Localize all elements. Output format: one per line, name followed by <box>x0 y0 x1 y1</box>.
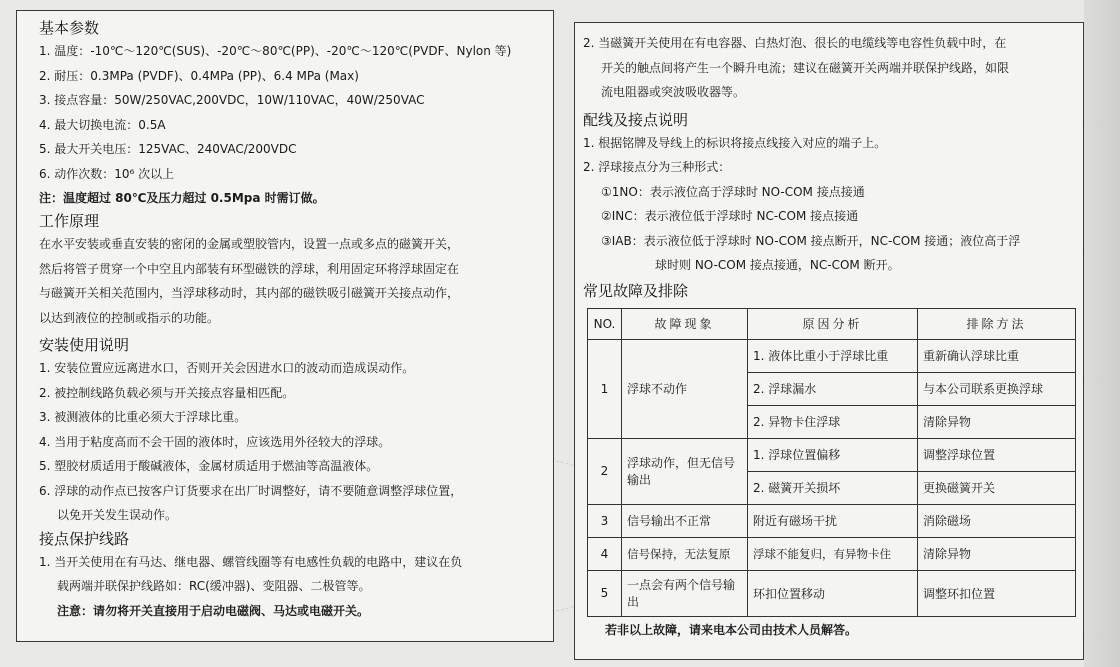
row-cause: 环扣位置移动 <box>748 570 918 616</box>
row-symptom: 浮球动作，但无信号输出 <box>622 438 748 504</box>
row-fix: 更换磁簧开关 <box>918 471 1076 504</box>
contact-type-inc: ②INC：表示液位低于浮球时 NC-COM 接点接通 <box>601 209 859 223</box>
table-row <box>588 339 1076 372</box>
row-fix: 消除磁场 <box>918 504 1076 537</box>
row-fix: 调整环扣位置 <box>918 570 1076 616</box>
contact-type-1no: ①1NO：表示液位高于浮球时 NO-COM 接点接通 <box>601 184 865 199</box>
protect-heading: 接点保护线路 <box>39 529 130 548</box>
col-header-cause: 原因分析 <box>748 308 918 339</box>
principle-heading: 工作原理 <box>39 212 100 230</box>
install-item: 2. 被控制线路负载必须与开关接点容量相匹配。 <box>39 385 295 400</box>
row-no: 2 <box>588 438 622 504</box>
col-header-symptom: 故障现象 <box>622 308 748 339</box>
row-fix: 清除异物 <box>918 537 1076 570</box>
row-symptom: 信号输出不正常 <box>622 504 748 537</box>
contact-type-iab: ③IAB：表示液位低于浮球时 NO-COM 接点断开，NC-COM 接通；液位高于浮 <box>601 233 1021 248</box>
wiring-heading: 配线及接点说明 <box>583 110 689 129</box>
left-panel <box>16 10 554 642</box>
col-header-no: NO. <box>588 308 622 339</box>
param-item: 4. 最大切换电流：0.5A <box>39 117 166 132</box>
table-row <box>588 537 1076 570</box>
row-no: 1 <box>588 339 622 438</box>
row-fix: 调整浮球位置 <box>918 438 1076 471</box>
page-edge-strip <box>1084 0 1120 667</box>
fault-table <box>587 308 1076 617</box>
row-cause: 2. 磁簧开关损坏 <box>748 471 918 504</box>
col-header-fix: 排除方法 <box>918 308 1076 339</box>
install-item: 1. 安装位置应远离进水口，否则开关会因进水口的波动而造成误动作。 <box>39 361 415 375</box>
row-no: 4 <box>588 537 622 570</box>
install-item: 3. 被测液体的比重必须大于浮球比重。 <box>39 410 247 424</box>
install-heading: 安装使用说明 <box>39 336 130 354</box>
table-row <box>588 570 1076 616</box>
protect-note: 注意：请勿将开关直接用于启动电磁阀、马达或电磁开关。 <box>57 603 370 618</box>
install-item-cont: 以免开关发生误动作。 <box>57 508 178 522</box>
row-fix: 重新确认浮球比重 <box>918 339 1076 372</box>
protect-item-1b: 载两端并联保护线路如：RC(缓冲器)、变阻器、二极管等。 <box>57 579 371 593</box>
param-item: 5. 最大开关电压：125VAC、240VAC/200VDC <box>39 142 297 156</box>
row-no: 5 <box>588 570 622 616</box>
table-row <box>588 438 1076 471</box>
wiring-item: 1. 根据铭牌及导线上的标识将接点线接入对应的端子上。 <box>583 135 887 150</box>
protect-item-2c: 流电阻器或突波吸收器等。 <box>601 85 746 99</box>
row-cause: 2. 异物卡住浮球 <box>748 405 918 438</box>
install-item: 4. 当用于粘度高而不会干固的液体时，应该选用外径较大的浮球。 <box>39 434 391 449</box>
row-cause: 1. 液体比重小于浮球比重 <box>748 339 918 372</box>
right-panel <box>574 22 1084 660</box>
install-list <box>39 356 543 528</box>
principle-line: 然后将管子贯穿一个中空且内部装有环型磁铁的浮球，利用固定环将浮球固定在 <box>39 261 460 276</box>
contact-type-iab-cont: 球时则 NO-COM 接点接通，NC-COM 断开。 <box>655 258 900 272</box>
row-fix: 清除异物 <box>918 405 1076 438</box>
row-symptom: 浮球不动作 <box>622 339 748 438</box>
install-item: 6. 浮球的动作点已按客户订货要求在出厂时调整好，请不要随意调整浮球位置， <box>39 483 463 498</box>
protect-item-1a: 1. 当开关使用在有马达、继电器、螺管线圈等有电感性负载的电路中，建议在负 <box>39 554 463 569</box>
basic-params-heading: 基本参数 <box>39 19 100 37</box>
row-cause: 2. 浮球漏水 <box>748 372 918 405</box>
install-item: 5. 塑胶材质适用于酸碱液体，金属材质适用于燃油等高温液体。 <box>39 459 379 473</box>
row-cause: 附近有磁场干扰 <box>748 504 918 537</box>
principle-line: 以达到液位的控制或指示的功能。 <box>39 310 220 325</box>
row-fix: 与本公司联系更换浮球 <box>918 372 1076 405</box>
basic-params-list <box>39 39 543 186</box>
row-symptom: 一点会有两个信号输出 <box>622 570 748 616</box>
faults-footer-note: 若非以上故障，请来电本公司由技术人员解答。 <box>605 622 858 637</box>
param-item: 1. 温度：-10℃～120℃(SUS)、-20℃～80℃(PP)、-20℃～120℃(PVDF、Nylon 等) <box>39 44 512 58</box>
wiring-item: 2. 浮球接点分为三种形式： <box>583 160 731 174</box>
param-item: 2. 耐压：0.3MPa (PVDF)、0.4MPa (PP)、6.4 MPa (Max) <box>39 68 359 83</box>
param-item: 3. 接点容量：50W/250VAC,200VDC，10W/110VAC，40W/250VAC <box>39 93 425 107</box>
table-row <box>588 504 1076 537</box>
row-symptom: 信号保持，无法复原 <box>622 537 748 570</box>
fault-table-header <box>588 308 1076 339</box>
row-cause: 1. 浮球位置偏移 <box>748 438 918 471</box>
params-note: 注：温度超过 80℃及压力超过 0.5Mpa 时需订做。 <box>39 191 325 205</box>
principle-text <box>39 232 543 330</box>
faults-heading: 常见故障及排除 <box>583 281 689 300</box>
row-no: 3 <box>588 504 622 537</box>
principle-line: 与磁簧开关相关范围内，当浮球移动时，其内部的磁铁吸引磁簧开关接点动作， <box>39 286 460 300</box>
protect-item-2a: 2. 当磁簧开关使用在有电容器、白热灯泡、很长的电缆线等电容性负载中时，在 <box>583 36 1007 50</box>
param-item: 6. 动作次数：10⁶ 次以上 <box>39 166 175 181</box>
principle-line: 在水平安装或垂直安装的密闭的金属或塑胶管内，设置一点或多点的磁簧开关， <box>39 237 460 251</box>
row-cause: 浮球不能复归，有异物卡住 <box>748 537 918 570</box>
protect-item-2b: 开关的触点间将产生一个瞬升电流；建议在磁簧开关两端并联保护线路，如限 <box>601 60 1010 75</box>
